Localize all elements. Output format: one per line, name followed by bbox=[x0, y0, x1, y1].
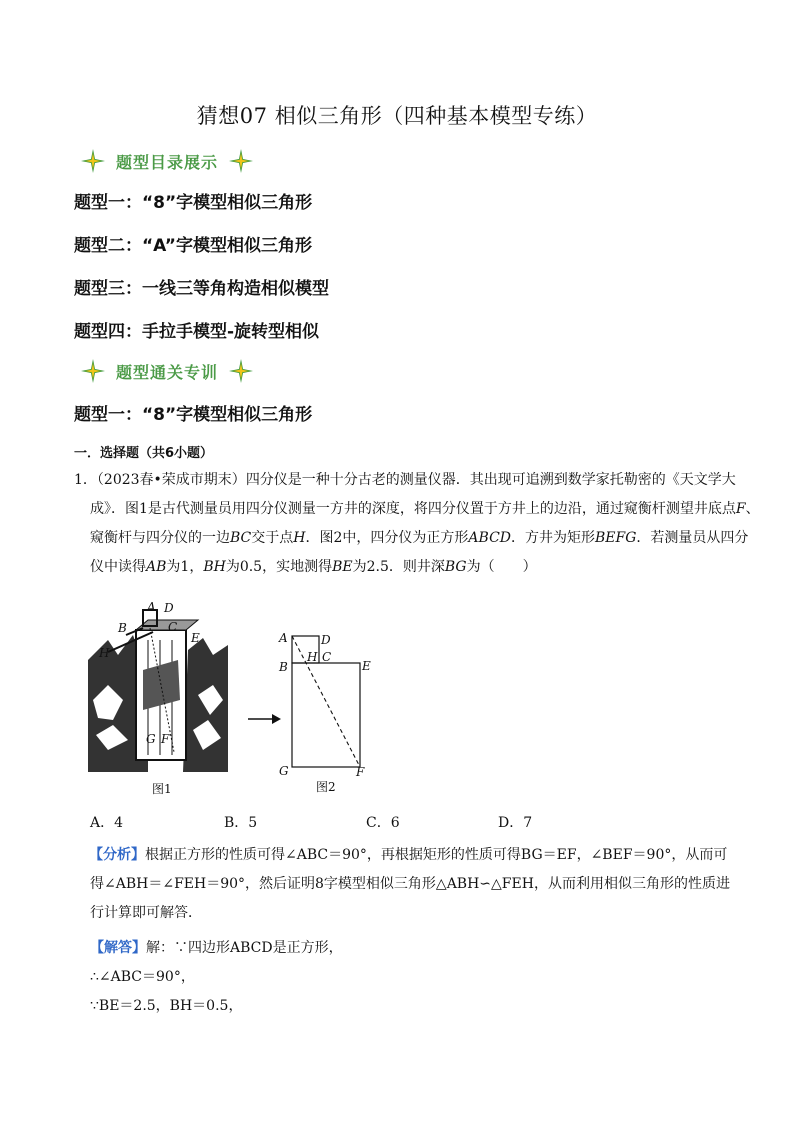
var-befg: BEFG bbox=[595, 530, 637, 546]
section-heading: 题型一：“8”字模型相似三角形 bbox=[74, 405, 313, 425]
analysis-block bbox=[90, 841, 740, 928]
question-text: 为（ ） bbox=[466, 559, 537, 575]
banner-catalog bbox=[80, 148, 254, 174]
fig2-label-a: A bbox=[279, 631, 288, 645]
category-item: 题型四：手拉手模型-旋转型相似 bbox=[74, 322, 320, 342]
fig1-label-d: D bbox=[164, 601, 174, 615]
analysis-text: 根据正方形的性质可得∠ABC＝90°，再根据矩形的性质可得BG＝EF，∠BEF＝90°，从而可得∠ABH＝∠FEH＝90°，然后证明8字模型相似三角形△ABH∽△FEH，从而利用相似三角形的性质进行计算即可解答． bbox=[90, 847, 730, 921]
question-text: 交于点 bbox=[251, 530, 294, 546]
category-item: 题型一：“8”字模型相似三角形 bbox=[74, 193, 313, 213]
figure-2-caption: 图2 bbox=[316, 780, 336, 794]
solution-line: ∵BE＝2.5，BH＝0.5， bbox=[90, 998, 243, 1014]
fig2-label-h: H bbox=[307, 650, 318, 664]
var-bc: BC bbox=[230, 530, 252, 546]
figure-1-caption: 图1 bbox=[152, 782, 172, 796]
banner-catalog-text: 题型目录展示 bbox=[116, 152, 219, 172]
question-text: 为2.5．则井深 bbox=[352, 559, 445, 575]
sparkle-icon bbox=[228, 148, 254, 174]
page-title: 猜想07 相似三角形（四种基本模型专练） bbox=[196, 104, 598, 128]
var-abcd: ABCD bbox=[468, 530, 512, 546]
fig2-label-c: C bbox=[322, 650, 332, 664]
var-ab: AB bbox=[146, 559, 167, 575]
question-source: （2023春•荣成市期末） bbox=[96, 472, 246, 488]
option-c[interactable]: C．6 bbox=[366, 815, 400, 831]
question-text: 为1， bbox=[166, 559, 204, 575]
sparkle-icon bbox=[80, 358, 106, 384]
solution-line: 解：∵四边形ABCD是正方形， bbox=[146, 940, 343, 956]
var-f: F bbox=[735, 501, 746, 517]
var-bg: BG bbox=[444, 559, 467, 575]
figure-1-illustration bbox=[88, 600, 228, 772]
subsection-heading: 一．选择题（共6小题） bbox=[74, 446, 214, 461]
var-be: BE bbox=[332, 559, 353, 575]
solution-tag: 【解答】 bbox=[90, 940, 146, 956]
fig1-label-a: A bbox=[147, 600, 156, 614]
banner-training-text: 题型通关专训 bbox=[116, 362, 219, 382]
option-a[interactable]: A．4 bbox=[90, 815, 124, 831]
fig1-label-c: C bbox=[168, 620, 178, 634]
category-item: 题型三：一线三等角构造相似模型 bbox=[74, 279, 329, 299]
fig2-label-e: E bbox=[362, 659, 371, 673]
fig1-label-b: B bbox=[118, 621, 127, 635]
fig1-label-f: F bbox=[161, 732, 170, 746]
question-number: 1． bbox=[74, 472, 97, 488]
sparkle-icon bbox=[228, 358, 254, 384]
fig2-label-d: D bbox=[321, 633, 331, 647]
figure-2-diagram bbox=[270, 626, 390, 796]
option-d[interactable]: D．7 bbox=[498, 815, 533, 831]
category-item: 题型二：“A”字模型相似三角形 bbox=[74, 236, 312, 256]
question-text: 为0.5，实地测得 bbox=[225, 559, 333, 575]
question-text: ．图2中，四分仪为正方形 bbox=[305, 530, 469, 546]
var-h: H bbox=[293, 530, 306, 546]
question-text: ．方井为矩形 bbox=[511, 530, 596, 546]
var-bh: BH bbox=[203, 559, 226, 575]
question-text: 、窥衡杆与四分仪的一边 bbox=[90, 501, 760, 546]
fig2-label-b: B bbox=[279, 660, 288, 674]
fig1-label-g: G bbox=[146, 732, 156, 746]
banner-training bbox=[80, 358, 254, 384]
analysis-tag: 【分析】 bbox=[89, 847, 145, 863]
fig2-label-g: G bbox=[279, 764, 289, 778]
fig2-label-f: F bbox=[356, 765, 365, 779]
question-text: 四分仪是一种十分古老的测量仪器．其出现可追溯到数学家托勒密的《天文学大成》．图1是古代测量员用四分仪测量一方井的深度，将四分仪置于方井上的边沿，通过窥衡杆测望井底点 bbox=[90, 472, 736, 517]
solution-line: ∴∠ABC＝90°， bbox=[90, 969, 195, 985]
option-b[interactable]: B．5 bbox=[224, 815, 258, 831]
fig1-label-e: E bbox=[191, 631, 200, 645]
question-text: ．若测量员从四分仪中读得 bbox=[90, 530, 749, 575]
fig1-label-h: H bbox=[99, 646, 110, 660]
question-1 bbox=[74, 466, 760, 582]
solution-block bbox=[90, 934, 343, 1021]
sparkle-icon bbox=[80, 148, 106, 174]
